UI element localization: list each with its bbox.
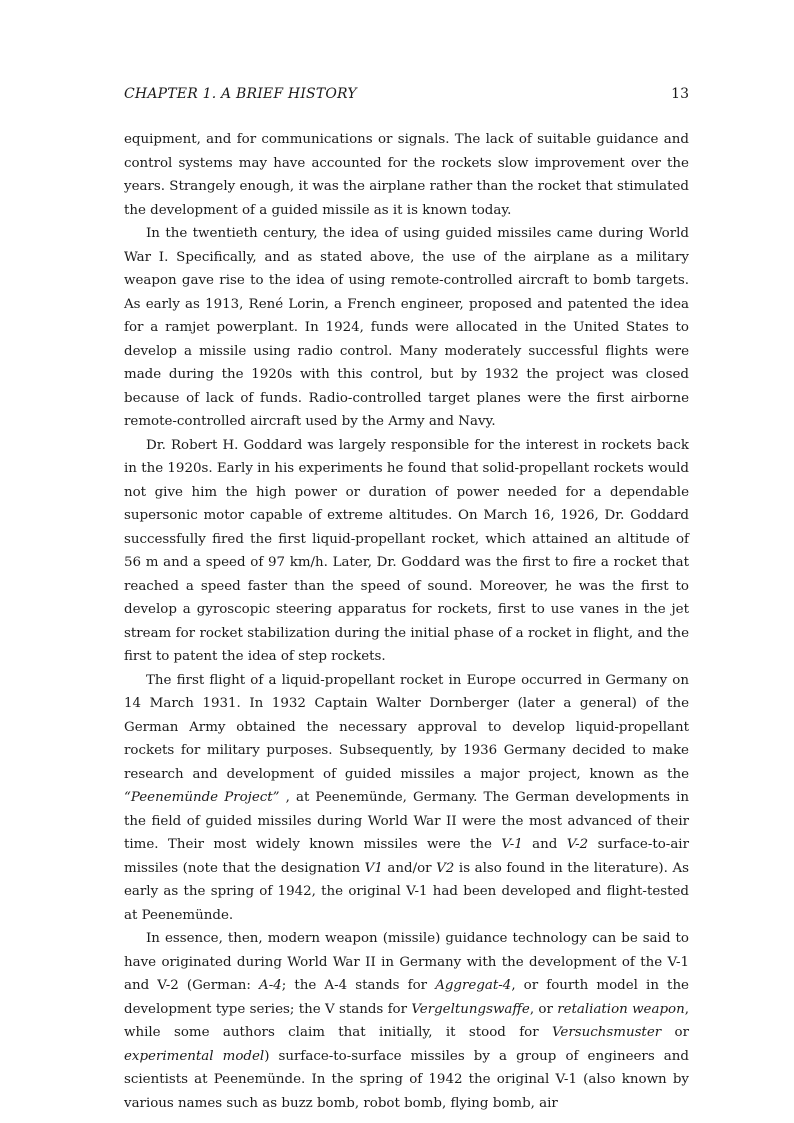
missile-name: V1 xyxy=(364,860,383,876)
text-run: and xyxy=(522,837,567,852)
text-run: , at Peenemünde, Germany. The German developments in the field of guided missiles during World War II were the most advanced of their time. Their most widely known missiles were the xyxy=(124,790,689,852)
paragraph: equipment, and for communications or signals. The lack of suitable guidance and control systems may have accounted for the rockets slow improvement over the years. Strangely enough, it was the airplane rather than the rocket that stimulated the development of a guided missile as it is known today. xyxy=(124,132,689,218)
document-page xyxy=(124,84,689,1115)
emphasis: experimental model xyxy=(124,1048,265,1064)
text-run: ) surface-to-surface missiles by a group of engineers and scientists at Peenemünde. In the spring of 1942 the original V-1 (also known by various names such as buzz bomb, robot bomb, flying bomb, air xyxy=(124,1048,689,1111)
paragraph xyxy=(124,669,689,928)
text-run: The first flight of a liquid-propellant rocket in Europe occurred in Germany on 14 March 1931. In 1932 Captain Walter Dornberger (later a general) of the German Army obtained the necessary approval to develop liquid-propellant rockets for military purposes. Subsequently, by 1936 Germany decided to make research and development of guided missiles a major project, known as the xyxy=(124,672,689,782)
project-name: “Peenemünde Project” xyxy=(124,790,280,805)
body-text xyxy=(124,128,689,1115)
emphasis: retaliation weapon xyxy=(557,1001,685,1017)
text-run: or xyxy=(661,1025,689,1040)
text-run: In essence, then, modern weapon (missile) guidance technology can be said to have originated during World War II in Germany with the development of the V-1 and V-2 (German: xyxy=(124,931,689,993)
missile-name: V-2 xyxy=(566,837,589,852)
paragraph: In the twentieth century, the idea of using guided missiles came during World War I. Specifically, and as stated above, the use of the airplane as a military weapon gave rise to the idea of using remote-controlled aircraft to bomb targets. As early as 1913, René Lorin, a French engineer, proposed and patented the idea for a ramjet powerplant. In 1924, funds were allocated in the United States to develop a missile using radio control. Many moderately successful flights were made during the 1920s with this control, but by 1932 the project was closed because of lack of funds. Radio-controlled target planes were the first airborne remote-controlled aircraft used by the Army and Navy. xyxy=(124,226,689,429)
emphasis: Vergeltungswaffe xyxy=(411,1001,530,1017)
text-run: , or xyxy=(529,1001,558,1017)
page-number: 13 xyxy=(671,86,689,102)
text-run: , while some authors claim that initially, it stood for xyxy=(124,1001,689,1040)
missile-name: V-1 xyxy=(501,837,523,852)
text-run: ; the A-4 stands for xyxy=(281,978,436,993)
chapter-title: CHAPTER 1. A BRIEF HISTORY xyxy=(124,86,357,102)
emphasis: A-4 xyxy=(259,978,282,993)
text-run: is also found in the literature). As early as the spring of 1942, the original V-1 had been developed and flight-tested at Peenemünde. xyxy=(124,860,689,923)
missile-name: V2 xyxy=(436,860,455,876)
paragraph: Dr. Robert H. Goddard was largely responsible for the interest in rockets back in the 1920s. Early in his experiments he found that solid-propellant rockets would not give him the high power or duration of power needed for a dependable supersonic motor capable of extreme altitudes. On March 16, 1926, Dr. Goddard successfully fired the first liquid-propellant rocket, which attained an altitude of 56 m and a speed of 97 km/h. Later, Dr. Goddard was the first to fire a rocket that reached a speed faster than the speed of sound. Moreover, he was the first to develop a gyroscopic steering apparatus for rockets, first to use vanes in the jet stream for rocket stabilization during the initial phase of a rocket in flight, and the first to patent the idea of step rockets. xyxy=(124,437,689,664)
text-run: surface-to-air missiles (note that the designation xyxy=(124,837,689,876)
emphasis: Aggregat-4 xyxy=(435,978,512,993)
paragraph xyxy=(124,927,689,1115)
text-run: , or fourth model in the development type series; the V stands for xyxy=(124,978,689,1017)
emphasis: Versuchsmuster xyxy=(551,1025,662,1040)
text-run: and/or xyxy=(382,860,437,876)
running-header xyxy=(124,84,689,104)
